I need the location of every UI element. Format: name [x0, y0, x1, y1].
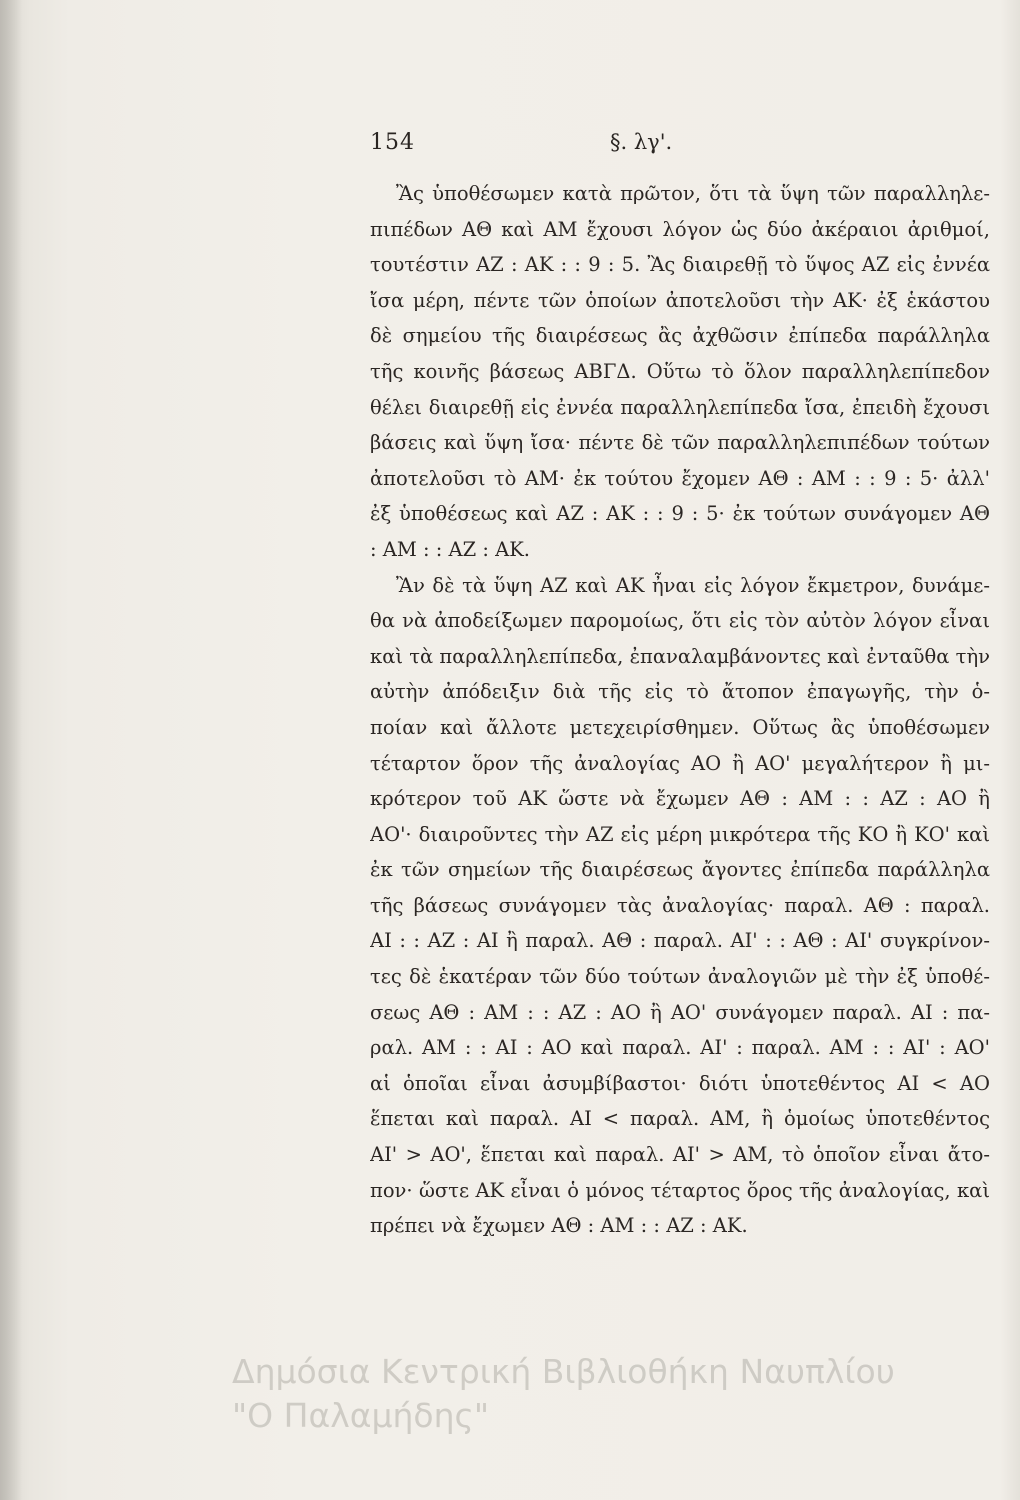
text-line: Ἂν δὲ τὰ ὕψη ΑΖ καὶ ΑΚ ἦναι εἰς λόγον ἔκμετρον, δυνάμε- [396, 573, 990, 597]
text-line: ποίαν καὶ ἄλλοτε μετεχειρίσθημεν. Οὕτως ἂς ὑποθέσωμεν [370, 715, 990, 739]
library-watermark [232, 1350, 1012, 1438]
text-line: τῆς βάσεως συνάγομεν τὰς ἀναλογίας· παραλ. ΑΘ : παραλ. [370, 893, 990, 917]
text-line: ραλ. ΑΜ : : ΑΙ : ΑΟ καὶ παραλ. ΑΙ' : παραλ. ΑΜ : : ΑΙ' : ΑΟ' [370, 1036, 990, 1060]
watermark-line-2: "Ο Παλαμήδης" [232, 1396, 490, 1435]
page-number: 154 [370, 130, 415, 155]
text-line: τῆς κοινῆς βάσεως ΑΒΓΔ. Οὕτω τὸ ὅλον παραλληλεπίπεδον [370, 359, 990, 383]
text-line: σεως ΑΘ : ΑΜ : : ΑΖ : ΑΟ ἢ ΑΟ' συνάγομεν παραλ. ΑΙ : πα- [370, 1000, 990, 1024]
text-line: τες δὲ ἑκατέραν τῶν δύο τούτων ἀναλογιῶν μὲ τὴν ἐξ ὑποθέ- [370, 965, 990, 989]
text-line: θέλει διαιρεθῇ εἰς ἐννέα παραλληλεπίπεδα ἴσα, ἐπειδὴ ἔχουσι [370, 395, 990, 419]
text-line: ἕπεται καὶ παραλ. ΑΙ < παραλ. ΑΜ, ἢ ὁμοίως ὑποτεθέντος [370, 1107, 990, 1131]
text-line: πρέπει νὰ ἔχωμεν ΑΘ : ΑΜ : : ΑΖ : ΑΚ. [370, 1214, 748, 1238]
text-line: δὲ σημείου τῆς διαιρέσεως ἂς ἀχθῶσιν ἐπίπεδα παράλληλα [370, 324, 990, 348]
text-line: πιπέδων ΑΘ καὶ ΑΜ ἔχουσι λόγον ὡς δύο ἀκέραιοι ἀριθμοί, [370, 217, 990, 241]
text-line: ΑΙ' > ΑΟ', ἕπεται καὶ παραλ. ΑΙ' > ΑΜ, τὸ ὁποῖον εἶναι ἄτο- [370, 1143, 990, 1167]
text-line: θα νὰ ἀποδείξωμεν παρομοίως, ὅτι εἰς τὸν αὐτὸν λόγον εἶναι [370, 609, 990, 633]
text-line: : ΑΜ : : ΑΖ : ΑΚ. [370, 537, 530, 561]
text-line: βάσεις καὶ ὕψη ἴσα· πέντε δὲ τῶν παραλληλεπιπέδων τούτων [370, 431, 990, 455]
body-text [370, 176, 990, 1244]
text-line: κρότερον τοῦ ΑΚ ὥστε νὰ ἔχωμεν ΑΘ : ΑΜ : : ΑΖ : ΑΟ ἢ [370, 787, 990, 811]
text-line: ΑΙ : : ΑΖ : ΑΙ ἢ παραλ. ΑΘ : παραλ. ΑΙ' : : ΑΘ : ΑΙ' συγκρίνον- [370, 929, 990, 953]
text-line: ΑΟ'· διαιροῦντες τὴν ΑΖ εἰς μέρη μικρότερα τῆς ΚΟ ἢ ΚΟ' καὶ [370, 822, 990, 846]
binding-shadow [0, 0, 22, 1500]
text-line: Ἂς ὑποθέσωμεν κατὰ πρῶτον, ὅτι τὰ ὕψη τῶν παραλληλε- [396, 182, 990, 205]
text-line: αὐτὴν ἀπόδειξιν διὰ τῆς εἰς τὸ ἄτοπον ἐπαγωγῆς, τὴν ὁ- [370, 680, 990, 704]
text-line: ἐξ ὑποθέσεως καὶ ΑΖ : ΑΚ : : 9 : 5· ἐκ τούτων συνάγομεν ΑΘ [370, 502, 990, 526]
text-line: τουτέστιν ΑΖ : ΑΚ : : 9 : 5. Ἂς διαιρεθῇ τὸ ὕψος ΑΖ εἰς ἐννέα [370, 253, 990, 277]
text-line: ἀποτελοῦσι τὸ ΑΜ· ἐκ τούτου ἔχομεν ΑΘ : ΑΜ : : 9 : 5· ἀλλ' [370, 466, 990, 490]
text-line: ἴσα μέρη, πέντε τῶν ὁποίων ἀποτελοῦσι τὴν ΑΚ· ἐξ ἑκάστου [370, 288, 990, 312]
text-line: ἐκ τῶν σημείων τῆς διαιρέσεως ἄγοντες ἐπίπεδα παράλληλα [370, 858, 990, 882]
section-heading: §. λγ'. [610, 130, 673, 154]
running-head [370, 130, 990, 164]
text-line: τέταρτον ὅρον τῆς ἀναλογίας ΑΟ ἢ ΑΟ' μεγαλήτερον ἢ μι- [370, 751, 990, 775]
text-line: πον· ὥστε ΑΚ εἶναι ὁ μόνος τέταρτος ὅρος τῆς ἀναλογίας, καὶ [370, 1178, 990, 1202]
watermark-line-1: Δημόσια Κεντρική Βιβλιοθήκη Ναυπλίου [232, 1352, 895, 1391]
text-line: αἱ ὁποῖαι εἶναι ἀσυμβίβαστοι· διότι ὑποτεθέντος ΑΙ < ΑΟ [370, 1071, 990, 1095]
text-line: καὶ τὰ παραλληλεπίπεδα, ἐπαναλαμβάνοντες καὶ ἐνταῦθα τὴν [370, 644, 990, 668]
